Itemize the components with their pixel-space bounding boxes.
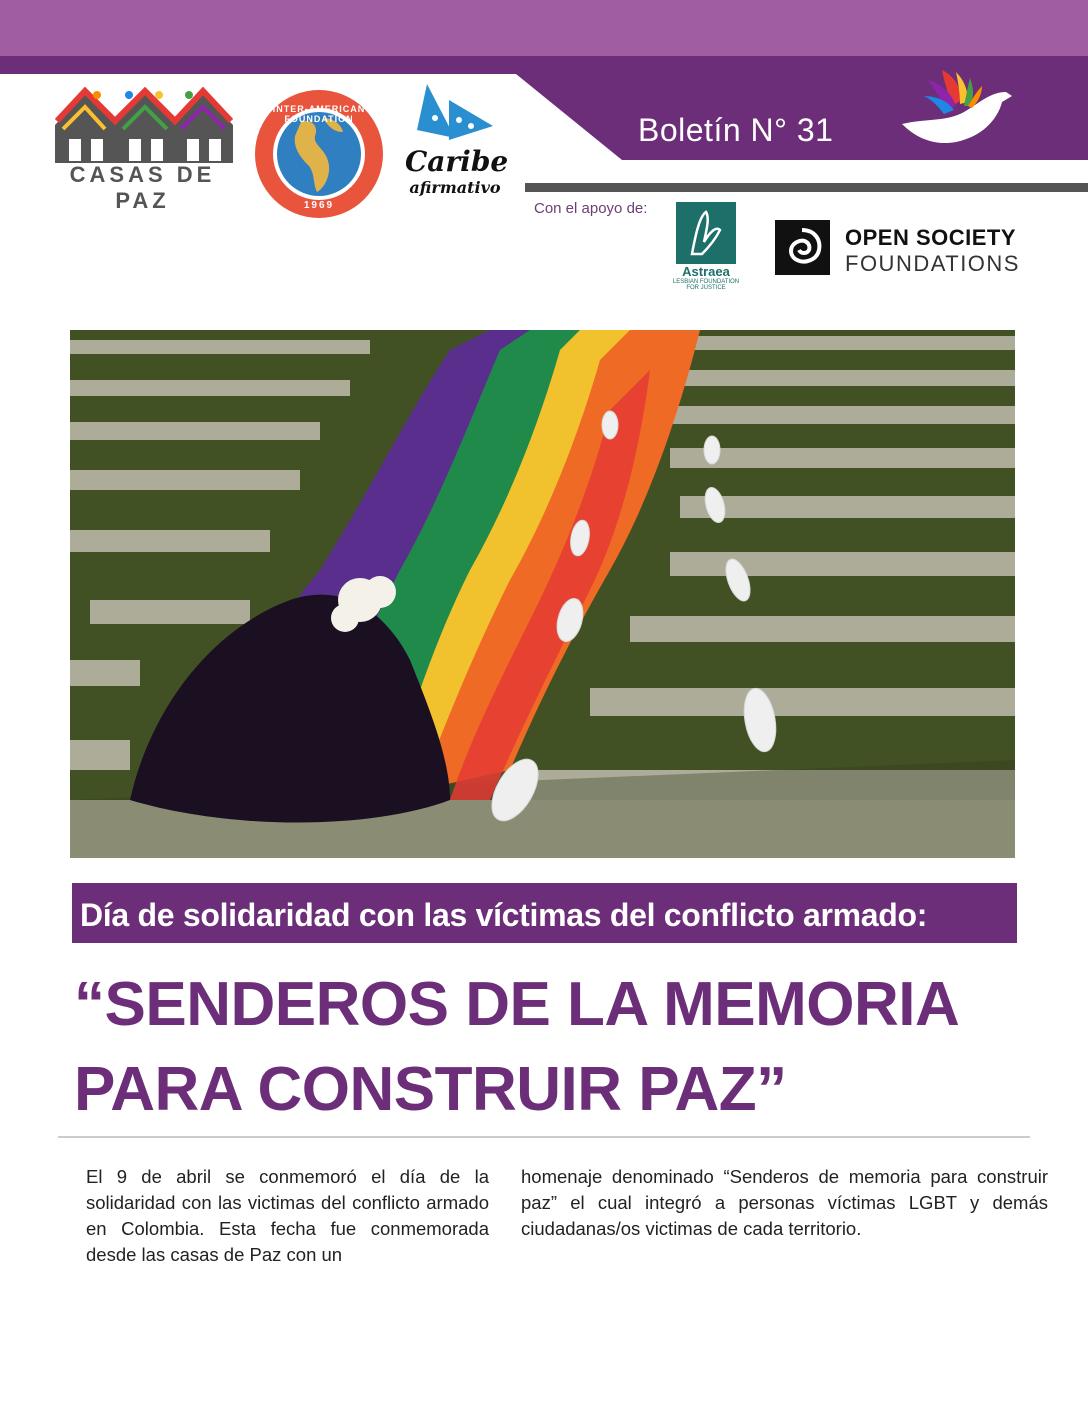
afirmativo-wordmark: afirmativo bbox=[409, 178, 501, 197]
osf-line-2: FOUNDATIONS bbox=[845, 251, 1020, 276]
casas-de-paz-logo bbox=[55, 85, 233, 165]
article-column-1: El 9 de abril se conmemoró el día de la solidaridad con las victimas del conflicto armado en Colombia. Esta fecha fue conmemorada desde las casas de Paz con un bbox=[86, 1166, 489, 1265]
astraea-sublabel: LESBIAN FOUNDATION FOR JUSTICE bbox=[672, 279, 740, 291]
astraea-label: Astraea bbox=[682, 264, 730, 279]
casas-de-paz-label: CASAS DE PAZ bbox=[69, 162, 216, 213]
caribe-wordmark: Caribe bbox=[405, 145, 509, 178]
astraea-logo bbox=[676, 202, 736, 264]
iaf-year: 1969 bbox=[303, 200, 335, 211]
iaf-ring-text: INTER-AMERICAN FOUNDATION bbox=[272, 104, 366, 124]
article-column-2: homenaje denominado “Senderos de memoria para construir paz” el cual integró a personas víctimas LGBT y demás ciudadanas/os victimas de cada territorio. bbox=[521, 1166, 1048, 1239]
headline-line-2: PARA CONSTRUIR PAZ” bbox=[74, 1055, 787, 1124]
rainbow-dove-icon bbox=[898, 66, 1016, 150]
osf-line-1: OPEN SOCIETY bbox=[845, 225, 1017, 250]
bulletin-number: Boletín N° 31 bbox=[638, 112, 834, 148]
article-divider bbox=[58, 1136, 1030, 1138]
headline-line-1: “SENDEROS DE LA MEMORIA bbox=[74, 970, 960, 1039]
support-label: Con el apoyo de: bbox=[534, 200, 648, 217]
article-subtitle: Día de solidaridad con las víctimas del conflicto armado: bbox=[80, 897, 928, 933]
memorial-photo bbox=[70, 330, 1015, 858]
open-society-logo bbox=[775, 220, 830, 275]
header-divider bbox=[525, 183, 1088, 192]
